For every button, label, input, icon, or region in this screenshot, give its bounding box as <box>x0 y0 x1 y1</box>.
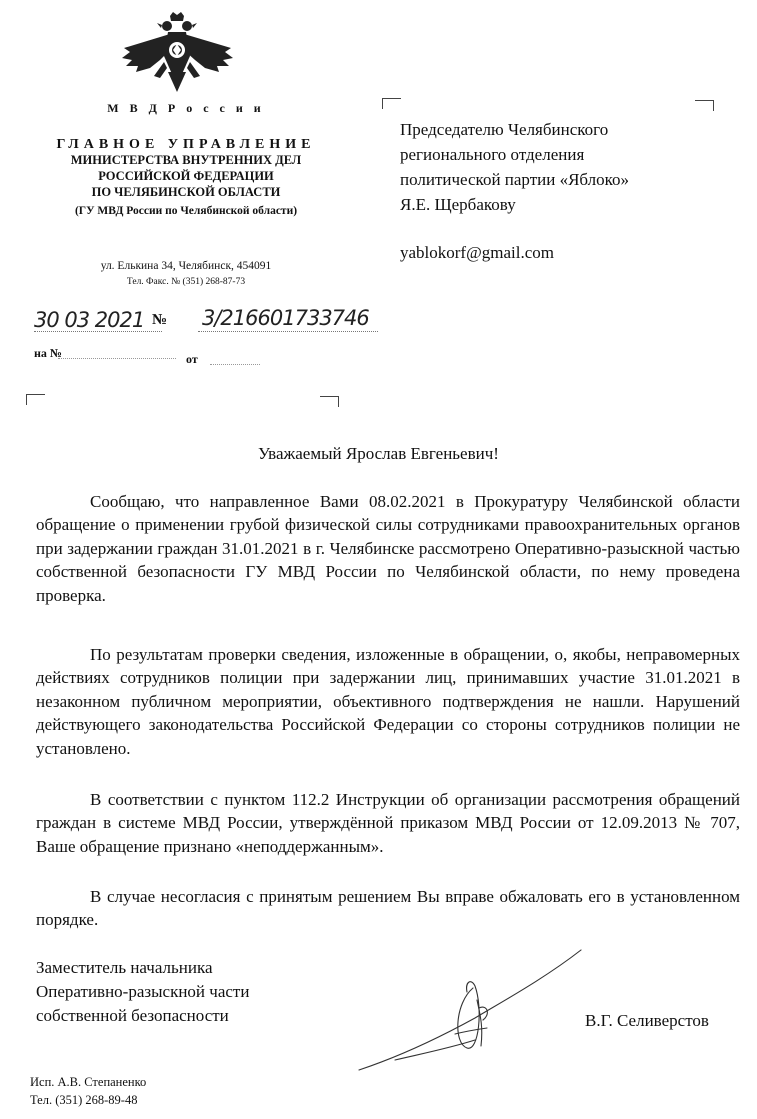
reference-number-line <box>58 358 176 359</box>
reference-number-label: на № <box>34 346 62 360</box>
letterhead-line-3: РОССИЙСКОЙ ФЕДЕРАЦИИ <box>98 169 274 183</box>
reference-date-label: от <box>186 352 198 366</box>
corner-mark-bottom-right <box>320 396 339 407</box>
signatory-title-3: собственной безопасности <box>36 1006 229 1025</box>
outgoing-number: 3/216601733746 <box>202 306 369 330</box>
handwritten-signature <box>355 948 585 1073</box>
body-paragraph-2: По результатам проверки сведения, изложенные в обращении, о, якобы, неправомерных действиях сотрудников полиции при задержании лиц, принимавших участие 31.01.2021 в незаконном публичном мероприятии, объективного подтверждения не нашли. Нарушений действующего законодательства Российской Федерации со стороны сотрудников полиции не установлено. <box>36 645 740 758</box>
date-underline <box>34 331 162 332</box>
mvd-eagle-emblem-icon <box>120 12 235 94</box>
addressee-line-3: политической партии «Яблоко» <box>400 170 630 189</box>
outgoing-date: 30 03 2021 <box>34 308 145 332</box>
addressee-line-2: регионального отделения <box>400 145 585 164</box>
body-paragraph-3: В соответствии с пунктом 112.2 Инструкции об организации рассмотрения обращений граждан в системе МВД России, утверждённой приказом МВД России от 12.09.2013 № 707, Ваше обращение признано «неподдержанным». <box>36 790 740 856</box>
addressee-line-1: Председателю Челябинского <box>400 120 609 139</box>
letterhead-line-4: ПО ЧЕЛЯБИНСКОЙ ОБЛАСТИ <box>91 185 281 199</box>
letterhead-address: ул. Елькина 34, Челябинск, 454091 <box>100 260 272 272</box>
body-paragraph-4: В случае несогласия с принятым решением Вы вправе обжаловать его в установленном порядке. <box>36 887 740 930</box>
number-underline <box>198 331 378 332</box>
signatory-name: В.Г. Селиверстов <box>585 1011 709 1030</box>
corner-mark-top-right <box>695 100 714 111</box>
letterhead-line-1: ГЛАВНОЕ УПРАВЛЕНИЕ <box>56 137 316 152</box>
greeting: Уважаемый Ярослав Евгеньевич! <box>258 444 499 463</box>
number-sign: № <box>152 312 168 328</box>
addressee-email: yablokorf@gmail.com <box>400 243 554 262</box>
signatory-title-1: Заместитель начальника <box>36 958 213 977</box>
letterhead-line-5: (ГУ МВД России по Челябинской области) <box>74 205 298 217</box>
reference-date-line <box>210 364 260 365</box>
corner-mark-top-left <box>382 98 401 109</box>
executor-phone: Тел. (351) 268-89-48 <box>30 1093 138 1107</box>
letterhead-phone: Тел. Факс. № (351) 268-87-73 <box>126 277 246 287</box>
executor-name: Исп. А.В. Степаненко <box>30 1075 147 1089</box>
addressee-name: Я.Е. Щербакову <box>400 195 516 214</box>
body-paragraph-1: Сообщаю, что направленное Вами 08.02.2021 в Прокуратуру Челябинской области обращение о применении грубой физической силы сотрудниками правоохранительных органов при задержании граждан 31.01.2021 в г. Челябинске рассмотрено Оперативно-разыскной частью собственной безопасности ГУ МВД России по Челябинской области, по нему проведена проверка. <box>36 492 740 605</box>
letterhead-line-2: МИНИСТЕРСТВА ВНУТРЕННИХ ДЕЛ <box>70 153 302 167</box>
org-short-name: М В Д Р о с с и и <box>107 101 265 115</box>
signatory-title-2: Оперативно-разыскной части <box>36 982 250 1001</box>
corner-mark-bottom-left <box>26 394 45 405</box>
